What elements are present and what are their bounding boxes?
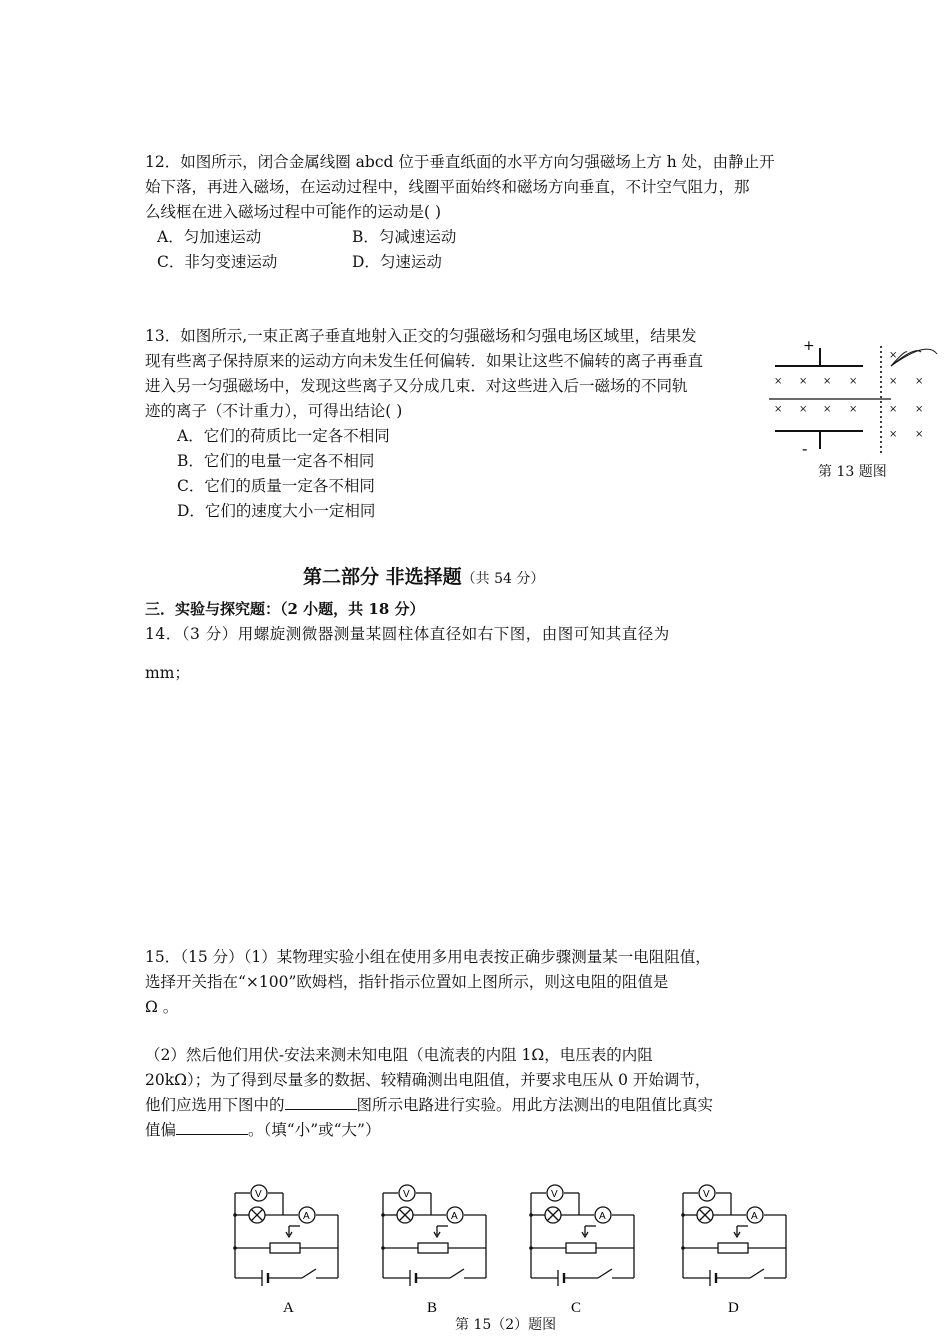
- part2-heading: [303, 562, 544, 589]
- q12-line-3: [145, 200, 441, 225]
- answer-blank-bias: [176, 1118, 248, 1135]
- field-mark: ×: [889, 404, 898, 415]
- q12-line-3-start: 么线框在进入磁场过程中: [145, 203, 316, 221]
- field-mark: ×: [915, 376, 924, 387]
- part2-title: 第二部分 非选择题: [303, 566, 462, 588]
- ammeter-letter: A: [451, 1211, 458, 1222]
- ammeter-letter: A: [599, 1211, 606, 1222]
- q13-option-a: A．它们的荷质比一定各不相同: [177, 427, 390, 445]
- q13-figure-caption: 第 13 题图: [818, 464, 887, 480]
- q15-part2-line-4: [145, 1118, 380, 1143]
- field-mark: ×: [799, 376, 808, 387]
- field-mark: ×: [915, 404, 924, 415]
- circuit-label-d: D: [728, 1300, 739, 1316]
- field-mark: ×: [823, 404, 832, 415]
- q15-line-2: 选择开关指在“×100”欧姆档，指针指示位置如上图所示，则这电阻的阻值是: [145, 973, 669, 991]
- q15-part2-line-3: [145, 1093, 713, 1118]
- q15-line-3: Ω 。: [145, 998, 179, 1016]
- q15-part2-line-3-start: 他们应选用下图中的: [145, 1096, 285, 1114]
- voltmeter-letter: V: [403, 1189, 410, 1200]
- q13-option-b: B．它们的电量一定各不相同: [177, 452, 375, 470]
- ammeter-letter: A: [303, 1211, 310, 1222]
- q14-line-1: 14．（3 分）用螺旋测微器测量某圆柱体直径如右下图，由图可知其直径为: [145, 625, 670, 643]
- q12-line-3-end: 作的运动是( ): [346, 203, 442, 221]
- plus-sign: +: [803, 338, 815, 354]
- field-mark: ×: [889, 376, 898, 387]
- circuit-a: [233, 1185, 338, 1286]
- q12-option-d: D．匀速运动: [352, 253, 442, 271]
- q12-option-b: B．匀减速运动: [352, 228, 457, 246]
- field-mark: ×: [889, 350, 898, 361]
- circuit-label-a: A: [283, 1300, 294, 1316]
- q15-circuits: [220, 1178, 820, 1323]
- part2-score: （共 54 分）: [461, 571, 545, 587]
- field-mark: ×: [774, 404, 783, 415]
- answer-blank-circuit: [285, 1093, 357, 1110]
- voltmeter-letter: V: [255, 1189, 262, 1200]
- ammeter-letter: A: [751, 1211, 758, 1222]
- q13-option-d: D．它们的速度大小一定相同: [177, 502, 376, 520]
- q12-option-c: C．非匀变速运动: [157, 253, 278, 271]
- q15-part2-line-4-start: 值偏: [145, 1121, 177, 1139]
- field-mark: ×: [799, 404, 808, 415]
- q13-line-3: 进入另一匀强磁场中，发现这些离子又分成几束．对这些进入后一磁场的不同轨: [145, 377, 688, 395]
- q15-part2-line-3-end: 图所示电路进行实验。用此方法测出的电阻值比真实: [356, 1096, 714, 1114]
- q14-line-2: mm；: [145, 664, 190, 682]
- q12-emphasis: 可能: [315, 203, 347, 221]
- section3-heading: 三．实验与探究题：（2 小题，共 18 分）: [145, 600, 425, 618]
- field-mark: ×: [823, 376, 832, 387]
- q12-option-a: A．匀加速运动: [157, 228, 262, 246]
- q12-line-2: 始下落，再进入磁场，在运动过程中，线圈平面始终和磁场方向垂直，不计空气阻力，那: [145, 178, 750, 196]
- trajectory-3: [891, 349, 937, 366]
- q15-part2-line-1: （2）然后他们用伏-安法来测未知电阻（电流表的内阻 1Ω，电压表的内阻: [145, 1046, 653, 1064]
- circuit-label-c: C: [571, 1300, 582, 1316]
- voltmeter-letter: V: [703, 1189, 710, 1200]
- field-mark: ×: [889, 429, 898, 440]
- field-mark: ×: [774, 376, 783, 387]
- q13-option-c: C．它们的质量一定各不相同: [177, 477, 375, 495]
- circuit-label-b: B: [427, 1300, 438, 1316]
- q12-line-1: 12．如图所示，闭合金属线圈 abcd 位于垂直纸面的水平方向匀强磁场上方 h 处，由静止开: [145, 153, 775, 171]
- minus-sign: -: [802, 439, 808, 458]
- q15-line-1: 15．（15 分）（1）某物理实验小组在使用多用电表按正确步骤测量某一电阻阻值，: [145, 948, 711, 966]
- field-mark: ×: [849, 376, 858, 387]
- voltmeter-letter: V: [551, 1189, 558, 1200]
- field-mark: ×: [849, 404, 858, 415]
- q15-figure-caption: 第 15（2）题图: [455, 1317, 557, 1333]
- q13-line-1: 13．如图所示,一束正离子垂直地射入正交的匀强磁场和匀强电场区域里，结果发: [145, 327, 697, 345]
- circuit-b: [381, 1185, 486, 1286]
- field-mark: ×: [915, 429, 924, 440]
- q13-line-4: 迹的离子（不计重力），可得出结论( ): [145, 402, 403, 420]
- q15-part2-line-4-end: 。（填“小”或“大”）: [248, 1121, 381, 1139]
- circuit-d: [681, 1185, 786, 1286]
- q13-line-2: 现有些离子保持原来的运动方向未发生任何偏转．如果让这些不偏转的离子再垂直: [145, 352, 704, 370]
- q15-part2-line-2: 20kΩ）；为了得到尽量多的数据、较精确测出电阻值，并要求电压从 0 开始调节，: [145, 1071, 711, 1089]
- circuit-c: [529, 1185, 634, 1286]
- q13-figure: [765, 336, 945, 458]
